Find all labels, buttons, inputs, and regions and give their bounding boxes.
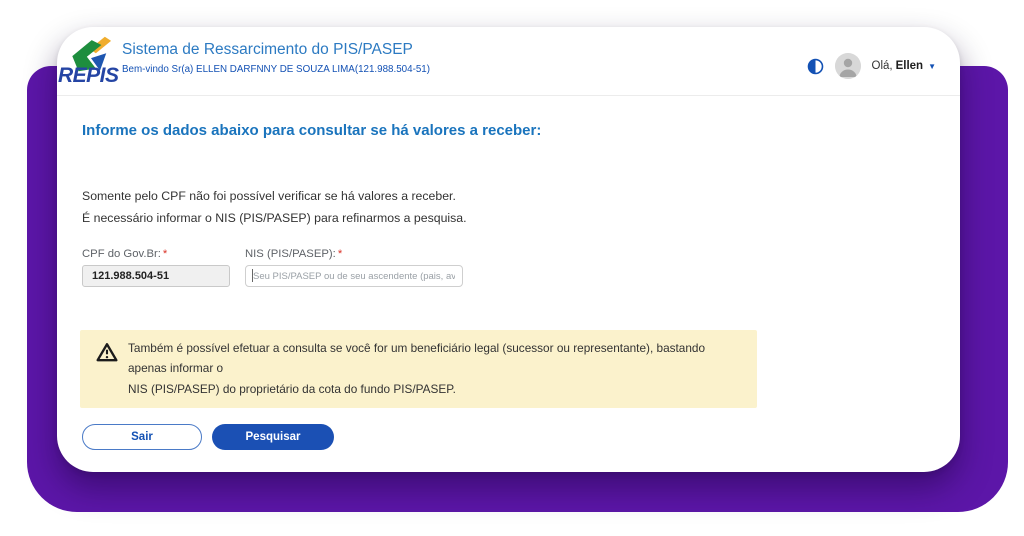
action-buttons — [82, 424, 334, 450]
text-cursor — [252, 269, 253, 282]
warning-triangle-icon — [96, 342, 118, 362]
main-card — [57, 27, 960, 472]
alert-line-2: NIS (PIS/PASEP) do proprietário da cota do fundo PIS/PASEP. — [128, 381, 456, 396]
search-button[interactable]: Pesquisar — [212, 424, 334, 450]
cpf-label-text: CPF do Gov.Br: — [82, 248, 161, 260]
contrast-toggle-button[interactable] — [807, 58, 824, 75]
nis-field-group — [245, 248, 463, 287]
nis-required-mark: * — [337, 248, 343, 260]
app-title: Sistema de Ressarcimento do PIS/PASEP — [122, 41, 413, 58]
exit-button[interactable]: Sair — [82, 424, 202, 450]
cpf-label — [82, 248, 230, 260]
page-title: Informe os dados abaixo para consultar se há valores a receber: — [82, 122, 542, 139]
person-avatar-icon — [835, 53, 861, 79]
half-circle-contrast-icon — [807, 58, 824, 75]
alert-box — [80, 330, 757, 408]
greeting-prefix: Olá, — [871, 60, 893, 72]
user-menu[interactable] — [872, 60, 937, 72]
nis-label-text: NIS (PIS/PASEP): — [245, 248, 336, 260]
header-titles — [122, 41, 430, 75]
logo-text: REPIS — [58, 64, 119, 87]
cpf-field-group — [82, 248, 230, 287]
cpf-required-mark: * — [162, 248, 168, 260]
alert-line-1: Também é possível efetuar a consulta se você for um beneficiário legal (sucessor ou representante), bastando apenas informar o — [128, 341, 706, 376]
nis-input[interactable] — [245, 265, 463, 287]
card-header — [57, 27, 960, 96]
info-text — [82, 186, 467, 230]
info-line-1: Somente pelo CPF não foi possível verificar se há valores a receber. — [82, 189, 456, 203]
welcome-message: Bem-vindo Sr(a) ELLEN DARFNNY DE SOUZA LIMA(121.988.504-51) — [122, 64, 430, 75]
nis-label — [245, 248, 463, 260]
cpf-input[interactable] — [82, 265, 230, 287]
user-name: Ellen — [895, 60, 924, 72]
user-avatar[interactable] — [835, 53, 861, 79]
user-area — [807, 53, 937, 79]
repis-logo — [58, 36, 130, 86]
info-line-2: É necessário informar o NIS (PIS/PASEP) para refinarmos a pesquisa. — [82, 210, 467, 225]
chevron-down-icon: ▼ — [928, 61, 936, 71]
